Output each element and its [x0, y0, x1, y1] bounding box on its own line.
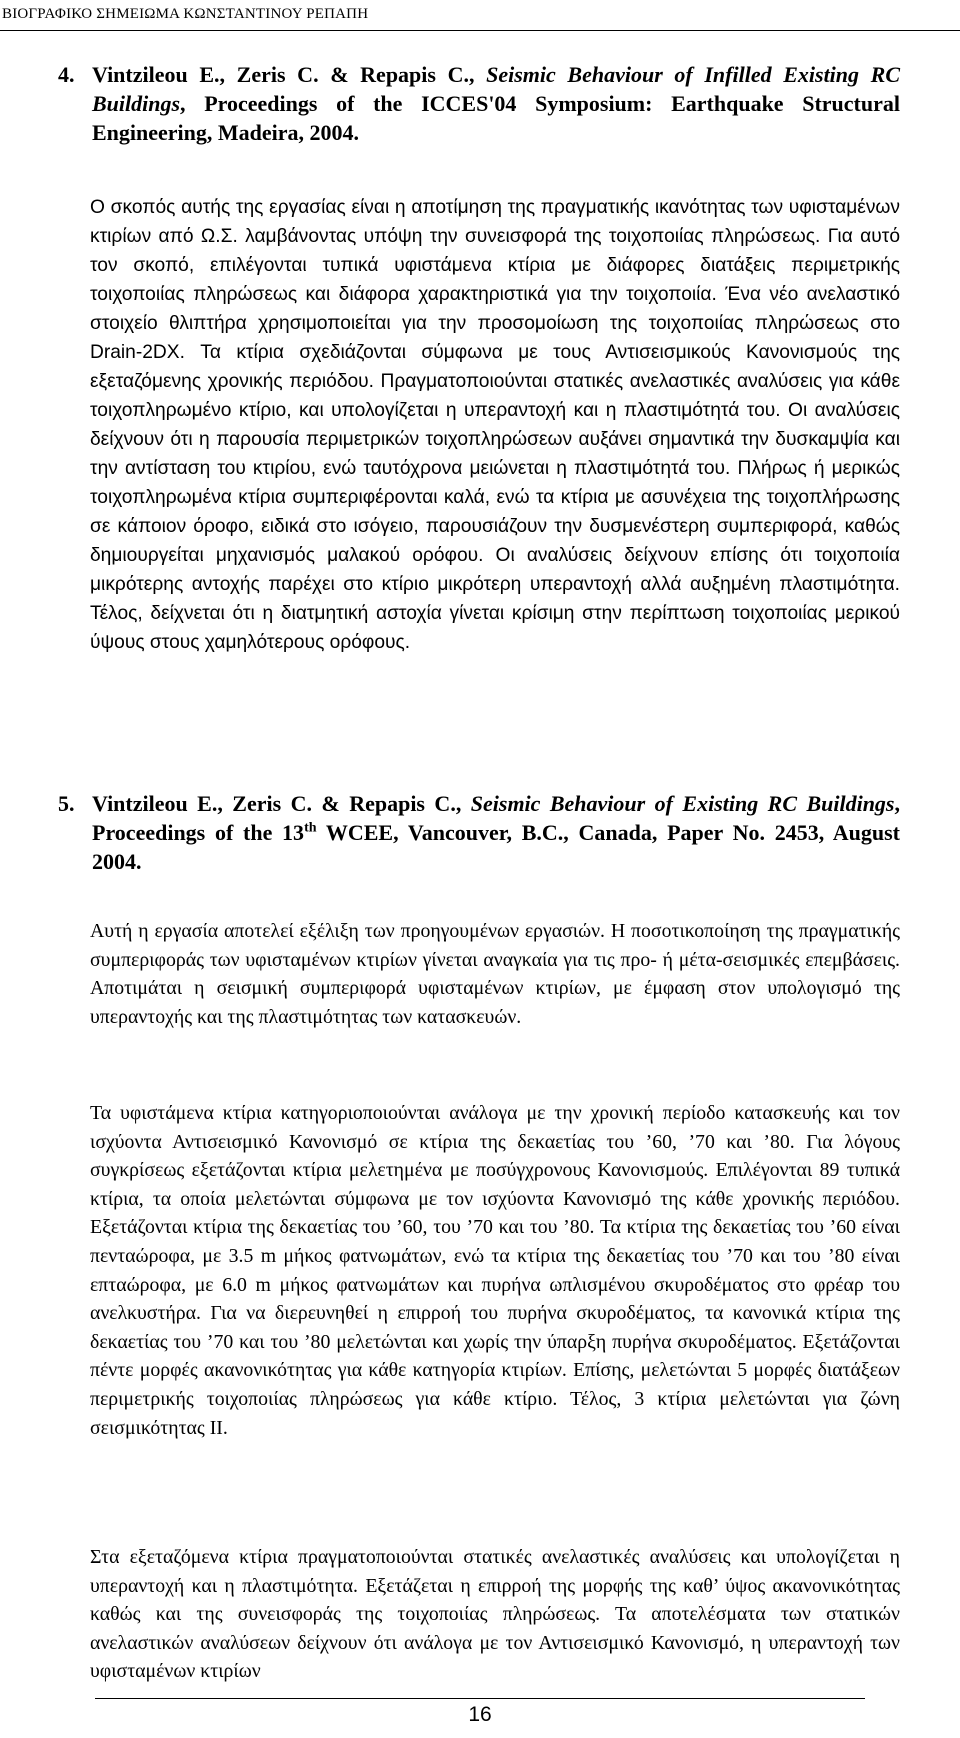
reference-number: 4.	[58, 62, 75, 87]
reference-citation	[92, 789, 900, 876]
header-divider	[0, 30, 960, 31]
reference-ordinal-suffix: th	[304, 820, 317, 836]
reference-authors: Vintzileou E., Zeris C. & Repapis C.,	[92, 62, 487, 87]
document-title: ΒΙΟΓΡΑΦΙΚΟ ΣΗΜΕΙΩΜΑ ΚΩΝΣΤΑΝΤΙΝΟΥ ΡΕΠΑΠΗ	[2, 6, 369, 22]
reference-citation	[92, 60, 900, 147]
reference-4	[58, 60, 900, 150]
reference-venue-end: WCEE, Vancouver, B.C., Canada, Paper No. 2453, August 2004.	[92, 820, 900, 874]
reference-venue: , Proceedings of the ICCES'04 Symposium: Earthquake Structural Engineering, Madeira, 2004.	[92, 91, 900, 145]
reference-authors: Vintzileou E., Zeris C. & Repapis C.,	[92, 791, 471, 816]
reference-4-abstract: Ο σκοπός αυτής της εργασίας είναι η αποτίμηση της πραγματικής ικανότητας των υφισταμένων κτιρίων από Ω.Σ. λαμβάνοντας υπόψη την συνεισφορά της τοιχοποιίας πληρώσεως. Για αυτό τον σκοπό, επιλέγονται τυπικά υφιστάμενα κτίρια με διάφορες διατάξεις περιμετρικής τοιχοποιίας πληρώσεως και διάφορα χαρακτηριστικά για την τοιχοποιία. Ένα νέο ανελαστικό στοιχείο θλιπτήρα χρησιμοποιείται για την προσομοίωση της τοιχοποιίας πληρώσεως στο Drain-2DX. Τα κτίρια σχεδιάζονται σύμφωνα με τους Αντισεισμικούς Κανονισμούς της εξεταζόμενης χρονικής περιόδου. Πραγματοποιούνται στατικές ανελαστικές αναλύσεις για κάθε τοιχοπληρωμένο κτίριο, και υπολογίζεται η υπεραντοχή και η πλαστιμότητά του. Οι αναλύσεις δείχνουν ότι η παρουσία περιμετρικών τοιχοπληρώσεων αυξάνει σημαντικά την δυσκαμψία και την αντίσταση του κτιρίου, ενώ ταυτόχρονα μειώνεται η πλαστιμότητά του. Πλήρως ή μερικώς τοιχοπληρωμένα κτίρια συμπεριφέρονται καλά, ενώ τα κτίρια με ασυνέχεια της τοιχοπλήρωσης σε κάποιον όροφο, ειδικά στο ισόγειο, παρουσιάζουν την δυσμενέστερη συμπεριφορά, καθώς δημιουργείται μηχανισμός μαλακού ορόφου. Οι αναλύσεις δείχνουν επίσης ότι τοιχοποιία μικρότερης αντοχής παρέχει στο κτίριο μικρότερη υπεραντοχή αλλά αυξημένη πλαστιμότητα. Τέλος, δείχνεται ότι η διατμητική αστοχία γίνεται κρίσιμη στην περίπτωση τοιχοποιίας μερικού ύψους στους χαμηλότερους ορόφους.	[90, 197, 900, 653]
reference-5	[58, 789, 900, 879]
page-number: 16	[468, 1703, 492, 1726]
reference-5-paragraph-2: Τα υφιστάμενα κτίρια κατηγοριοποιούνται ανάλογα με την χρονική περίοδο κατασκευής και τον ισχύοντα Αντισεισμικό Κανονισμό σε κτίρια της δεκαετίας του ’60, ’70 και ’80. Για λόγους συγκρίσεως εξετάζονται κτίρια μελετημένα με ποσύγχρονους Κανονισμούς. Επιλέγονται 89 τυπικά κτίρια, τα οποία μελετώνται σύμφωνα με τον ισχύοντα Κανονισμό της κάθε χρονικής περιόδου. Εξετάζονται κτίρια της δεκαετίας του ’60, του ’70 και του ’80. Τα κτίρια της δεκαετίας του ’60 είναι πενταώροφα, με 3.5 m μήκος φατνωμάτων, ενώ τα κτίρια της δεκαετίας του ’70 και του ’80 είναι επταώροφα, με 6.0 m μήκος φατνωμάτων και πυρήνα ωπλισμένου σκυροδέματος στο φρέαρ του ανελκυστήρα. Για να διερευνηθεί η επιρροή του πυρήνα σκυροδέματος, τα κανονικά κτίρια της δεκαετίας του ’70 και του ’80 μελετώνται και χωρίς την ύπαρξη πυρήνα σκυροδέματος. Εξετάζονται πέντε μορφές ακανονικότητας για κάθε κατηγορία κτιρίων. Επίσης, μελετώνται 5 μορφές διατάξεων περιμετρικής τοιχοποιίας πληρώσεως για κάθε κτίριο. Τέλος, 3 κτίρια μελετώνται για ζώνη σεισμικότητας ΙΙ.	[90, 1102, 900, 1439]
reference-venue: , Proceedings of the 13	[92, 791, 900, 845]
reference-title: Seismic Behaviour of Infilled Existing RC Buildings	[92, 62, 901, 116]
footer-divider	[95, 1698, 865, 1699]
reference-title: Seismic Behaviour of Existing RC Buildings	[470, 791, 895, 816]
page-header	[0, 0, 960, 30]
reference-number: 5.	[58, 791, 75, 816]
reference-5-paragraph-3: Στα εξεταζόμενα κτίρια πραγματοποιούνται στατικές ανελαστικές αναλύσεις και υπολογίζεται η υπεραντοχή και η πλαστιμότητα. Εξετάζεται η επιρροή της μορφής της καθ’ ύψος ακανονικότητας καθώς και της συνεισφοράς της τοιχοποιίας πληρώσεως. Τα αποτελέσματα των στατικών ανελαστικών αναλύσεων δείχνουν ότι ανάλογα με τον Αντισεισμικό Κανονισμό, η υπεραντοχή των υφισταμένων κτιρίων	[90, 1546, 900, 1683]
reference-5-paragraph-1: Αυτή η εργασία αποτελεί εξέλιξη των προηγουμένων εργασιών. Η ποσοτικοποίηση της πραγματικής συμπεριφοράς των υφισταμένων κτιρίων γίνεται αναγκαία για τις προ- ή μέτα-σεισμικές επεμβάσεις. Αποτιμάται η σεισμική συμπεριφορά υφισταμένων κτιρίων, με έμφαση στον υπολογισμό της υπεραντοχής και της πλαστιμότητας των κατασκευών.	[90, 920, 900, 1028]
